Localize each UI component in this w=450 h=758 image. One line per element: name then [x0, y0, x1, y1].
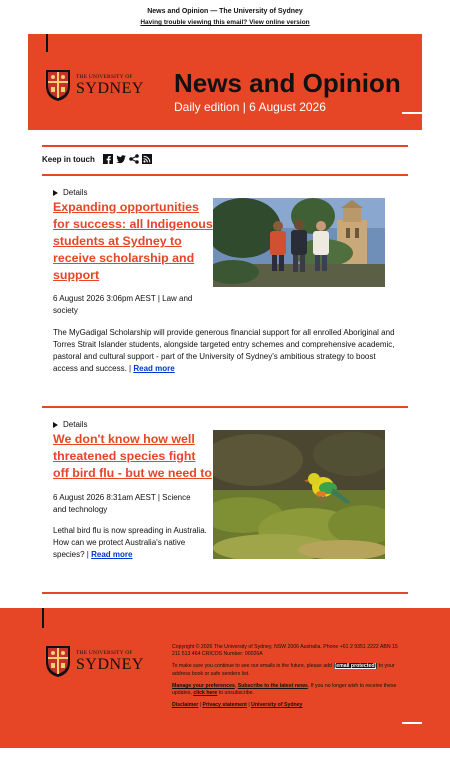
banner-accent-line — [46, 34, 48, 52]
details-label: Details — [63, 188, 88, 197]
banner-title: News and Opinion — [174, 68, 401, 98]
article-headline-link[interactable]: Expanding opportunities for success: all Indigenous students at Sydney to receive scholarship and support — [53, 200, 213, 282]
divider — [42, 592, 408, 594]
social-bar — [42, 154, 155, 164]
unsubscribe-link[interactable]: click here — [193, 690, 218, 697]
article-summary — [53, 327, 398, 375]
article-card — [42, 186, 408, 401]
article-meta: 6 August 2026 8:31am AEST | Science and technology — [53, 493, 191, 514]
article-photo — [213, 198, 385, 287]
safe-sender-pre: To make sure you continue to see our emails in the future, please add — [172, 663, 333, 670]
disclosure-triangle-icon — [53, 422, 58, 428]
read-more-link[interactable]: Read more — [133, 364, 175, 373]
privacy-link[interactable]: Privacy statement — [202, 702, 247, 709]
unsubscribe-pre: . If you no longer wish to receive these updates, — [172, 682, 397, 697]
twitter-icon[interactable] — [116, 154, 126, 164]
header-banner — [28, 34, 422, 130]
university-logo[interactable] — [44, 68, 144, 102]
crest-icon — [44, 644, 72, 678]
article-body: The MyGadigal Scholarship will provide generous financial support for all enrolled Aboriginal and Torres Strait Islander students, alongside targeted entry schemes and comprehensive academic, pastoral and cultural support - part of the University of Sydney's ambitious strategy to boost access and success. | — [53, 328, 395, 373]
article-summary — [53, 525, 213, 561]
footer-logo[interactable] — [44, 644, 144, 678]
logo-line1: THE UNIVERSITY OF — [76, 649, 133, 656]
article-photo — [213, 430, 385, 559]
article-body: Lethal bird flu is now spreading in Australia. How can we protect Australia's native species? | — [53, 526, 207, 559]
footer-accent-dash — [402, 722, 422, 724]
banner-accent-dash — [402, 112, 422, 114]
logo-line1: THE UNIVERSITY OF — [76, 73, 133, 80]
manage-preferences-link[interactable]: Manage your preferences — [172, 682, 235, 689]
article-card — [42, 418, 408, 588]
rss-icon[interactable] — [142, 154, 152, 164]
disclaimer-link[interactable]: Disclaimer — [172, 702, 199, 709]
article-headline-link[interactable]: We don't know how well threatened species fight off bird flu - but we need to — [53, 432, 212, 480]
unsubscribe-post: to unsubscribe. — [218, 690, 254, 697]
banner-subtitle: Daily edition | 6 August 2026 — [174, 100, 326, 114]
share-icon[interactable] — [129, 154, 139, 164]
footer-text — [172, 644, 404, 714]
read-more-link[interactable]: Read more — [91, 550, 133, 559]
subscribe-link[interactable]: Subscribe to the latest news — [237, 682, 308, 689]
disclosure-triangle-icon — [53, 190, 58, 196]
preheader — [0, 6, 450, 28]
view-online-link[interactable]: Having trouble viewing this email? View online version — [140, 19, 310, 26]
footer-accent-line — [42, 608, 44, 628]
copyright-text: Copyright © 2026 The University of Sydney, NSW 2006 Australia. Phone +61 2 9351 2222 ABN 15 211 513 464 CRICOS Number: 00026A — [172, 644, 398, 658]
safe-sender-post: to your address book or safe senders list. — [172, 663, 395, 677]
subscription-text: Manage your preferences, Subscribe to the latest news. If you no longer wish to receive these updates, click here to unsubscribe. — [172, 682, 397, 697]
divider — [42, 406, 408, 408]
details-toggle[interactable] — [53, 420, 87, 429]
keep-in-touch-label: Keep in touch — [42, 154, 95, 164]
divider — [42, 174, 408, 176]
divider — [42, 145, 408, 147]
email-address-link[interactable]: [email protected] — [334, 663, 377, 670]
logo-line2: SYDNEY — [76, 79, 144, 97]
footer — [0, 608, 450, 748]
footer-links: Disclaimer | Privacy statement | University of Sydney — [172, 702, 303, 709]
facebook-icon[interactable] — [103, 154, 113, 164]
crest-icon — [44, 68, 72, 102]
preheader-title: News and Opinion — The University of Sydney — [147, 8, 303, 15]
article-meta: 6 August 2026 3:06pm AEST | Law and society — [53, 294, 193, 315]
university-link[interactable]: University of Sydney — [251, 702, 303, 709]
safe-sender-text — [172, 663, 404, 677]
details-toggle[interactable] — [53, 188, 87, 197]
logo-line2: SYDNEY — [76, 655, 144, 673]
details-label: Details — [63, 420, 88, 429]
